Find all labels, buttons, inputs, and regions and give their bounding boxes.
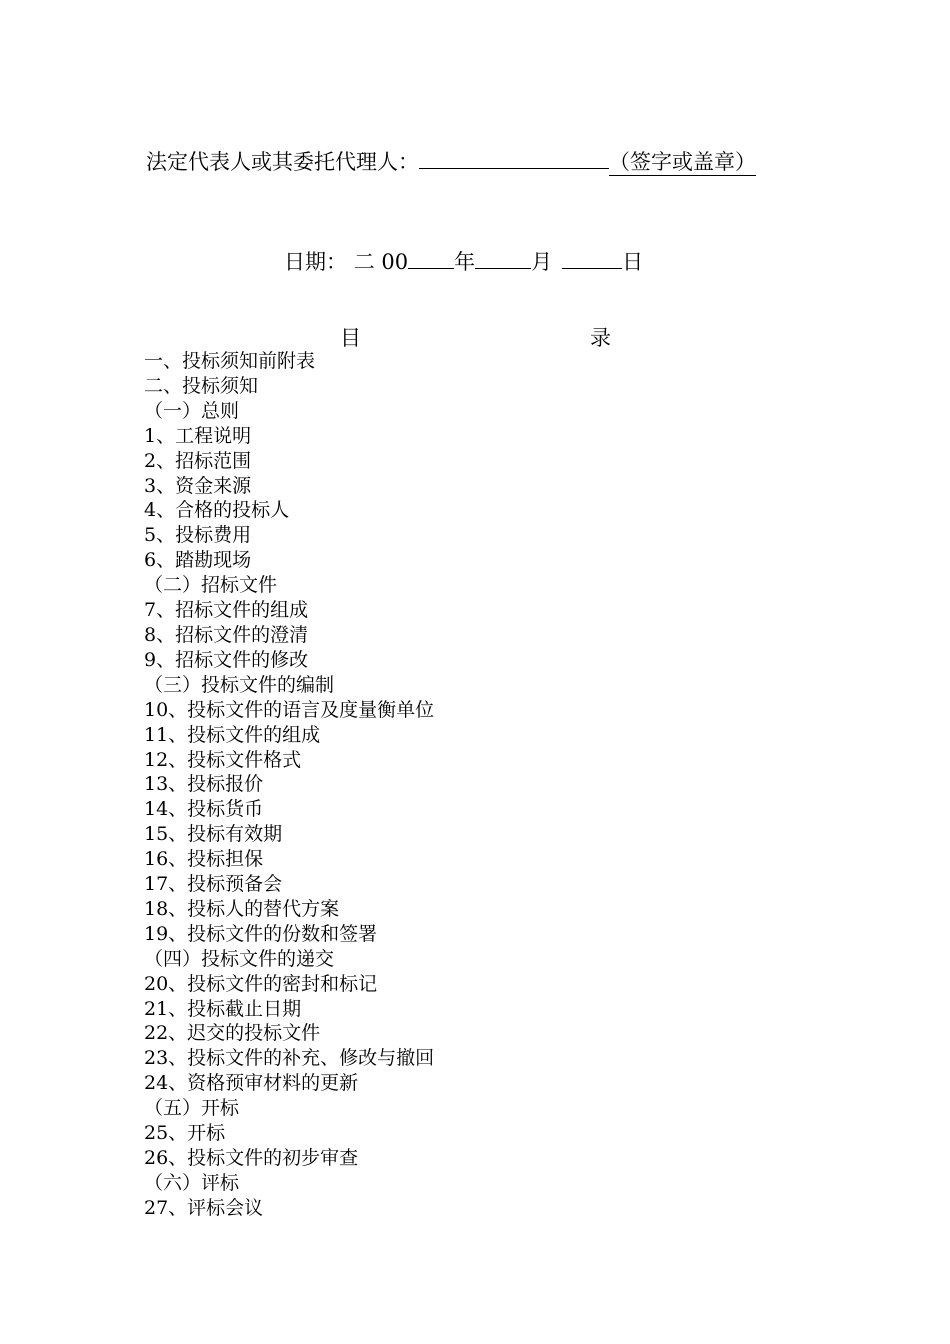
toc-item: 26、投标文件的初步审查 <box>144 1147 359 1169</box>
toc-item: （五）开标 <box>144 1097 240 1120</box>
month-label: 月 <box>531 250 553 274</box>
toc-item: 3、资金来源 <box>144 474 252 497</box>
toc-item: 二、投标须知 <box>144 374 259 397</box>
toc-item: 25、开标 <box>144 1122 226 1145</box>
toc-item: 13、投标报价 <box>144 773 264 796</box>
day-label: 日 <box>622 250 644 274</box>
toc-item: 14、投标货币 <box>144 798 264 821</box>
toc-item: 19、投标文件的份数和签署 <box>144 922 378 945</box>
toc-item: （二）招标文件 <box>144 574 278 597</box>
toc-item: 21、投标截止日期 <box>144 997 302 1020</box>
toc-item: 12、投标文件格式 <box>144 748 302 771</box>
toc-item: 24、资格预审材料的更新 <box>144 1072 359 1095</box>
toc-item: 4、合格的投标人 <box>144 499 290 522</box>
toc-item: （一）总则 <box>144 399 240 422</box>
toc-item: 22、迟交的投标文件 <box>144 1022 321 1045</box>
table-of-contents <box>144 349 434 1221</box>
toc-title-left: 目 <box>340 326 361 350</box>
signature-note: （签字或盖章） <box>609 150 756 174</box>
toc-item: 23、投标文件的补充、修改与撤回 <box>144 1047 435 1070</box>
toc-item: 11、投标文件的组成 <box>144 723 321 746</box>
toc-item: （三）投标文件的编制 <box>144 673 335 696</box>
day-blank[interactable] <box>562 248 622 269</box>
toc-item: 20、投标文件的密封和标记 <box>144 972 378 995</box>
month-blank[interactable] <box>475 248 531 269</box>
toc-item: 8、招标文件的澄清 <box>144 623 309 646</box>
toc-item: （六）评标 <box>144 1171 240 1194</box>
toc-item: 16、投标担保 <box>144 848 264 871</box>
toc-item: 7、招标文件的组成 <box>144 599 309 622</box>
toc-item: 5、投标费用 <box>144 524 252 547</box>
year-blank[interactable] <box>408 248 454 269</box>
toc-item: 18、投标人的替代方案 <box>144 897 340 920</box>
toc-item: 6、踏勘现场 <box>144 549 252 572</box>
toc-item: 1、工程说明 <box>144 424 252 447</box>
toc-item: 17、投标预备会 <box>144 873 283 896</box>
date-line <box>284 246 643 276</box>
date-label: 日期： <box>284 250 347 274</box>
toc-item: （四）投标文件的递交 <box>144 947 335 970</box>
toc-item: 9、招标文件的修改 <box>144 648 309 671</box>
year-label: 年 <box>454 250 476 274</box>
date-prefix: 二 00 <box>353 250 409 274</box>
toc-item: 一、投标须知前附表 <box>144 350 316 372</box>
signature-line <box>146 146 756 176</box>
toc-item: 2、招标范围 <box>144 449 252 472</box>
signature-label: 法定代表人或其委托代理人： <box>146 150 419 174</box>
signature-blank[interactable] <box>419 148 609 169</box>
toc-item: 15、投标有效期 <box>144 823 283 846</box>
toc-item: 10、投标文件的语言及度量衡单位 <box>144 698 435 721</box>
toc-item: 27、评标会议 <box>144 1196 264 1219</box>
toc-title-right: 录 <box>590 326 611 350</box>
